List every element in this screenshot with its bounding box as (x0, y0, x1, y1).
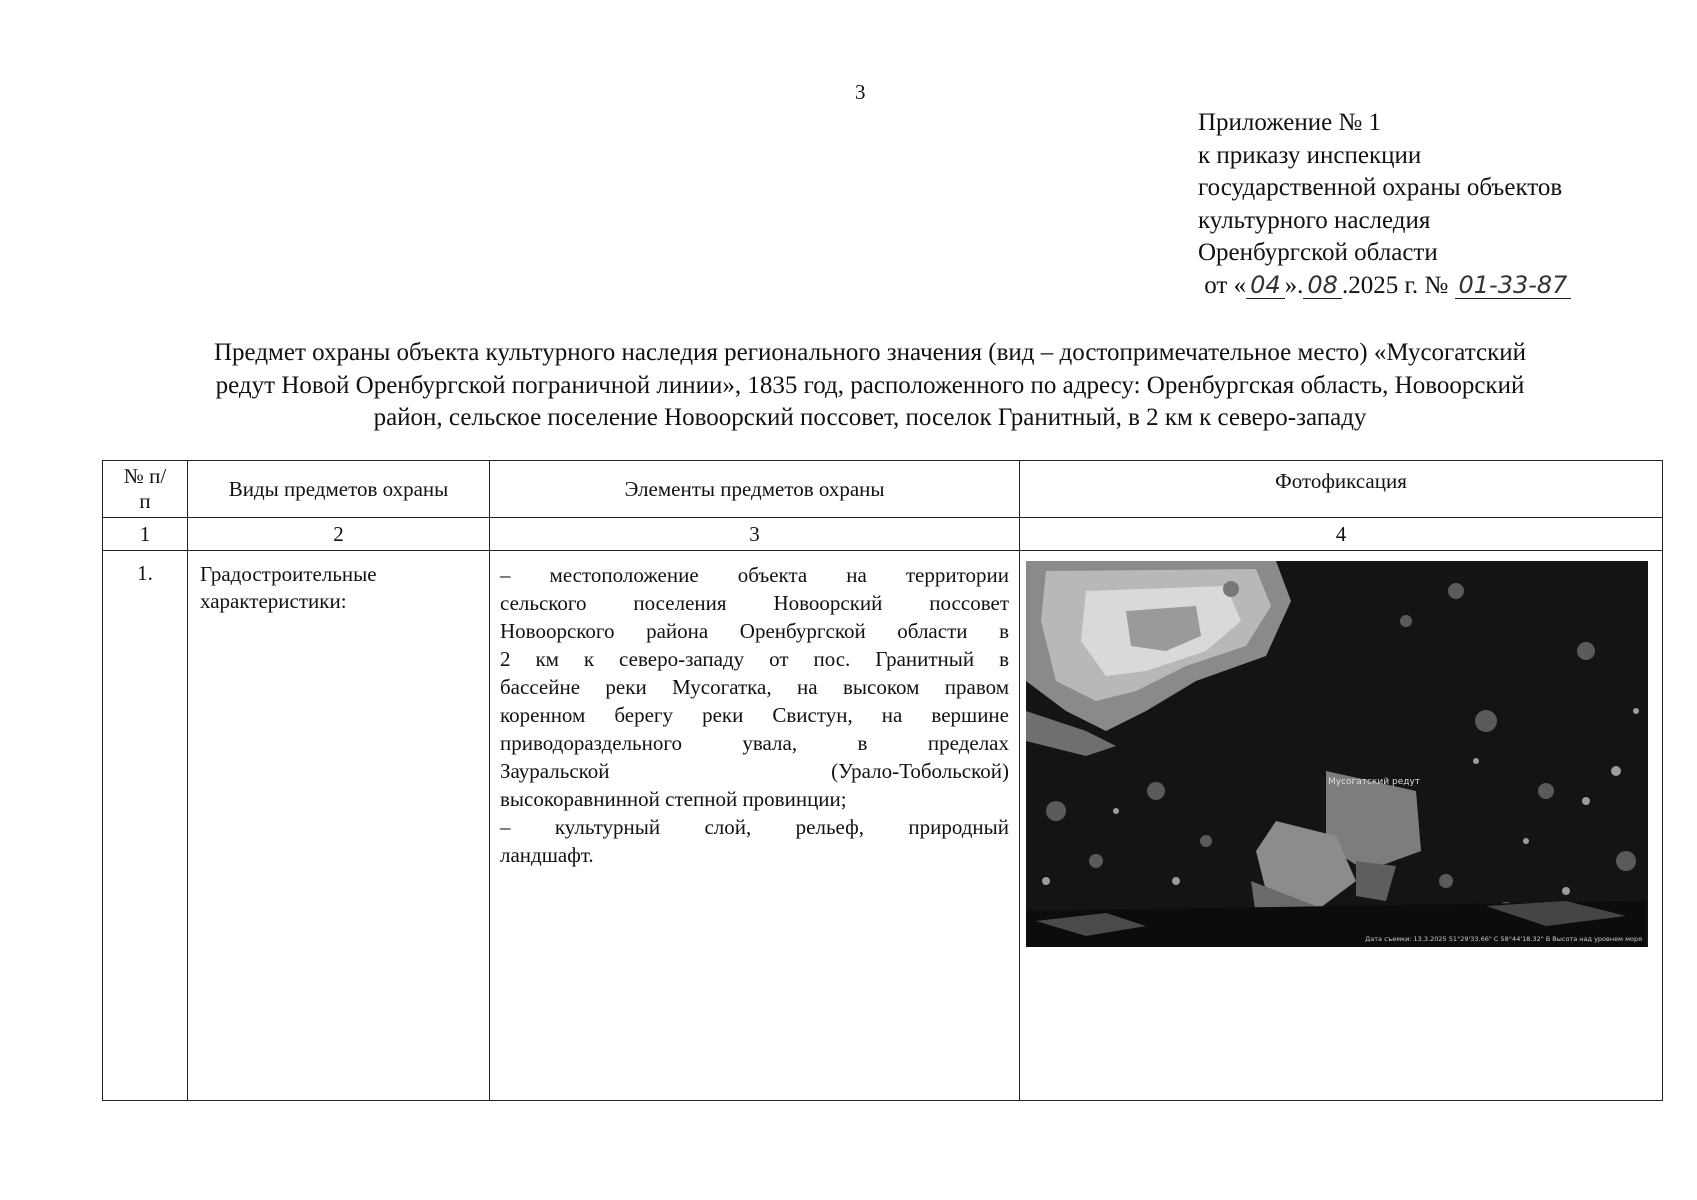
header-types: Виды предметов охраны (188, 461, 490, 518)
element-line: сельского поселения Новоорский поссовет (500, 591, 1009, 615)
order-date-line (1198, 270, 1571, 303)
appendix-line: к приказу инспекции (1198, 141, 1422, 169)
element-line: – местоположение объекта на территории (500, 563, 1009, 587)
date-mid: ». (1284, 271, 1304, 299)
appendix-block (1198, 107, 1571, 302)
handwritten-day: 04 (1246, 272, 1285, 299)
appendix-line: культурного наследия (1198, 206, 1431, 234)
element-line: 2 км к северо-западу от пос. Гранитный в (500, 647, 1009, 671)
handwritten-month: 08 (1303, 272, 1342, 299)
element-line: – культурный слой, рельеф, природный (500, 815, 1009, 839)
page-number: 3 (855, 80, 866, 104)
protection-table (102, 460, 1663, 1101)
element-line: высокоравнинной степной провинции; (500, 787, 847, 811)
appendix-line: государственной охраны объектов (1198, 174, 1563, 201)
row-number: 1. (103, 551, 188, 1101)
document-title (110, 337, 1630, 435)
appendix-title: Приложение № 1 (1198, 109, 1382, 136)
date-prefix: от « (1204, 271, 1247, 299)
element-line: приводораздельного увала, в пределах (500, 731, 1009, 755)
title-line: редут Новой Оренбургской пограничной линии», 1835 год, расположенного по адресу: Оренбургская область, Новоорский (215, 371, 1525, 399)
photo-caption: Дата съемки: 13.3.2025 51°29'33.66" С 58°44'18.32" В Высота над уровнем моря (1365, 935, 1642, 943)
element-line: Новоорского района Оренбургской области в (500, 619, 1009, 643)
element-line: ландшафт. (500, 843, 594, 867)
header-photo: Фотофиксация (1020, 461, 1663, 518)
photo-map-label: Мусогатский редут (1328, 777, 1421, 787)
title-line: Предмет охраны объекта культурного наследия регионального значения (вид – достопримечательное место) «Мусогатский (214, 339, 1526, 366)
row-type: Градостроительные характеристики: (188, 551, 490, 1101)
column-number: 4 (1020, 518, 1663, 551)
header-elements: Элементы предметов охраны (490, 461, 1020, 518)
element-line: коренном берегу реки Свистун, на вершине (500, 703, 1009, 727)
element-line: Зауральской (Урало-Тобольской) (500, 759, 1009, 783)
satellite-photo-image (1026, 561, 1648, 947)
column-number: 1 (103, 518, 188, 551)
column-number: 3 (490, 518, 1020, 551)
row-elements (490, 551, 1020, 1101)
row-photo-cell (1020, 551, 1663, 1101)
column-number: 2 (188, 518, 490, 551)
satellite-photo (1026, 561, 1648, 947)
date-year: .2025 г. № (1341, 271, 1449, 299)
appendix-line: Оренбургской области (1198, 239, 1438, 266)
table-row (103, 551, 1663, 1101)
table-header-row (103, 461, 1663, 518)
title-line: район, сельское поселение Новоорский поссовет, поселок Гранитный, в 2 км к северо-западу (373, 404, 1367, 431)
handwritten-order-number: 01-33-87 (1455, 272, 1572, 299)
column-number-row (103, 518, 1663, 551)
header-num: № п/п (103, 461, 188, 518)
element-line: бассейне реки Мусогатка, на высоком правом (500, 675, 1009, 699)
